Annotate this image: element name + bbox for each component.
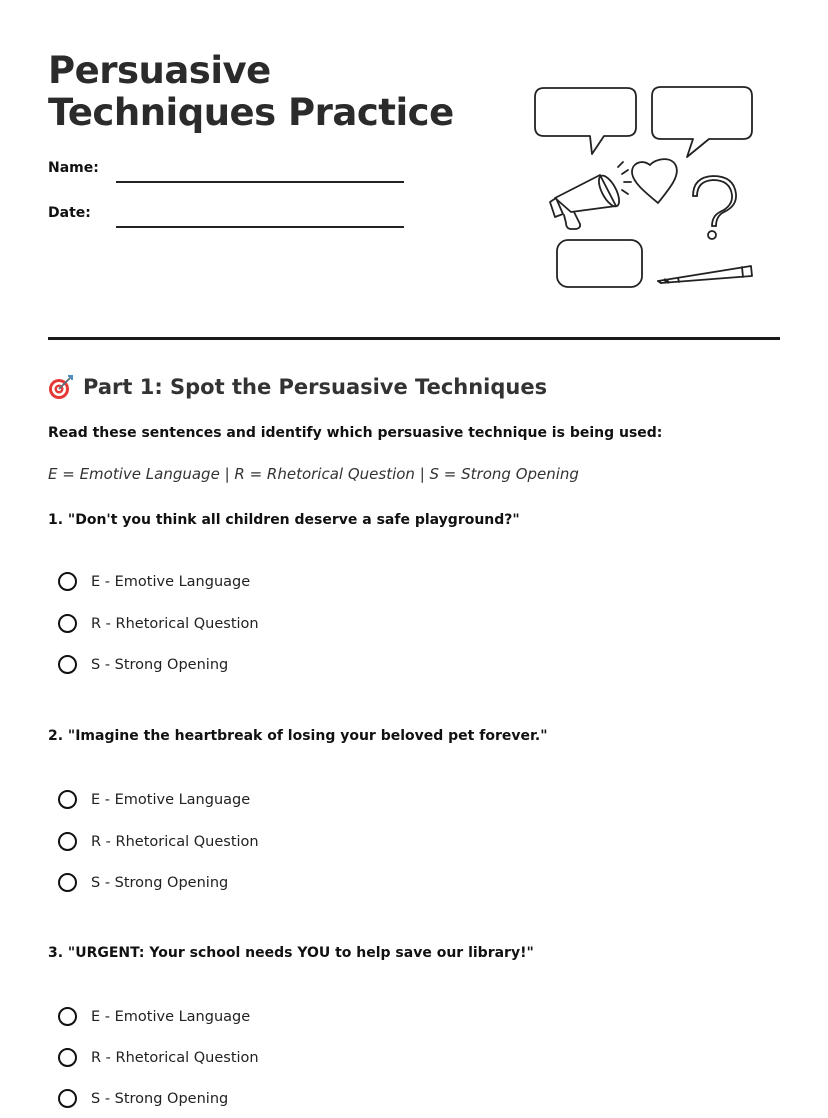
speech-bubble-icon [535, 88, 636, 154]
option-label: E - Emotive Language [91, 573, 251, 590]
radio-button[interactable] [58, 655, 77, 674]
radio-button[interactable] [58, 790, 77, 809]
option-emotive-language[interactable] [58, 790, 250, 809]
question-text: 2. "Imagine the heartbreak of losing your beloved pet forever." [48, 728, 548, 744]
option-strong-opening[interactable] [58, 1089, 228, 1108]
option-emotive-language[interactable] [58, 1007, 250, 1026]
name-field[interactable] [116, 181, 404, 183]
option-label: S - Strong Opening [91, 656, 229, 673]
question-2 [48, 726, 788, 891]
option-label: R - Rhetorical Question [91, 615, 259, 632]
legend: E = Emotive Language | R = Rhetorical Question | S = Strong Opening [48, 465, 579, 483]
speech-bubble-icon [652, 87, 752, 157]
heart-icon [632, 159, 677, 203]
option-label: S - Strong Opening [91, 1090, 229, 1107]
target-icon [48, 374, 74, 400]
radio-button[interactable] [58, 873, 77, 892]
radio-button[interactable] [58, 1089, 77, 1108]
date-field[interactable] [116, 226, 404, 228]
megaphone-icon [550, 173, 623, 229]
radio-button[interactable] [58, 1007, 77, 1026]
section-heading [48, 374, 547, 400]
question-1 [48, 510, 788, 673]
question-text: 3. "URGENT: Your school needs YOU to help save our library!" [48, 945, 534, 961]
radio-button[interactable] [58, 614, 77, 633]
option-label: R - Rhetorical Question [91, 833, 259, 850]
question-text: 1. "Don't you think all children deserve a safe playground?" [48, 512, 520, 528]
option-rhetorical-question[interactable] [58, 1048, 259, 1067]
question-3 [48, 943, 788, 1107]
sound-lines-icon [618, 162, 631, 194]
radio-button[interactable] [58, 832, 77, 851]
option-label: E - Emotive Language [91, 1008, 251, 1025]
name-label: Name: [48, 160, 99, 176]
divider [48, 337, 780, 340]
option-rhetorical-question[interactable] [58, 614, 259, 633]
section-title: Part 1: Spot the Persuasive Techniques [83, 375, 548, 399]
option-strong-opening[interactable] [58, 873, 228, 892]
pencil-icon [658, 266, 752, 283]
radio-button[interactable] [58, 572, 77, 591]
option-label: E - Emotive Language [91, 791, 251, 808]
page-title: Persuasive Techniques Practice [48, 49, 454, 134]
persuasion-illustration [520, 78, 770, 298]
instructions: Read these sentences and identify which persuasive technique is being used: [48, 425, 663, 441]
question-mark-icon [693, 176, 736, 239]
radio-button[interactable] [58, 1048, 77, 1067]
speech-bubble-icon [557, 240, 642, 287]
date-label: Date: [48, 205, 91, 221]
option-strong-opening[interactable] [58, 655, 228, 674]
option-label: R - Rhetorical Question [91, 1049, 259, 1066]
option-rhetorical-question[interactable] [58, 832, 259, 851]
option-label: S - Strong Opening [91, 874, 229, 891]
option-emotive-language[interactable] [58, 572, 250, 591]
